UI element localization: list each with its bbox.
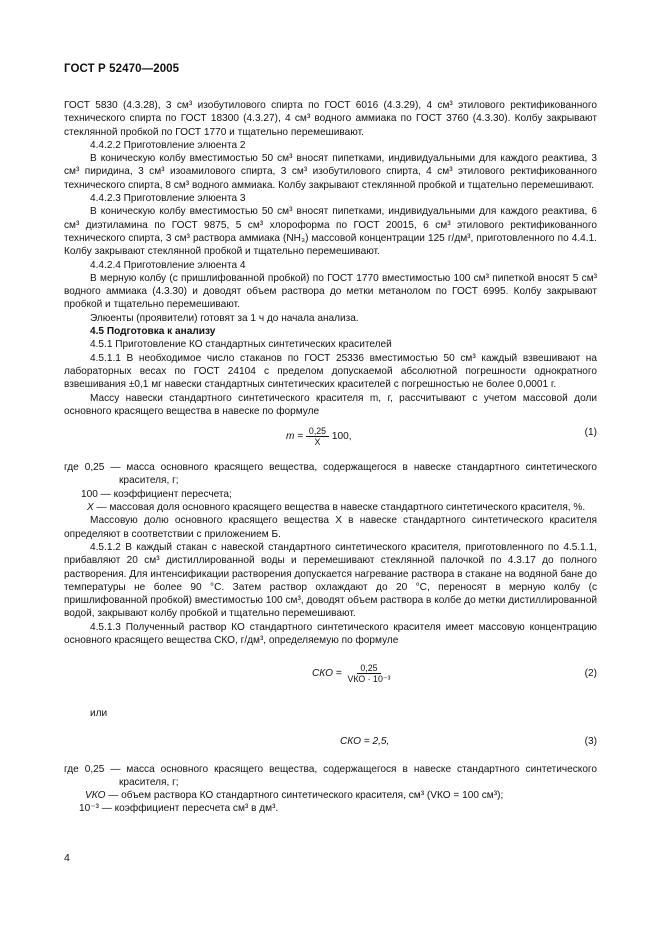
paragraph: В мерную колбу (с пришлифованной пробкой) по ГОСТ 1770 вместимостью 100 см³ пипеткой вносят 5 см³ водного аммиака (4.3.30) и доводят объем раствора до метки метанолом по ГОСТ 6995. Колбу закрывают пробкой и тщательно перемешивают. [64, 272, 597, 311]
formula-lhs: m = [286, 431, 304, 443]
paragraph: Массу навески стандартного синтетического красителя m, г, рассчитывают с учетом массовой доли основного красящего вещества в навеске по формуле [64, 392, 597, 417]
section-heading: 4.4.2.2 Приготовление элюента 2 [90, 139, 246, 151]
formula-expression: CКО = 2,5, [340, 735, 390, 747]
definition-item: где 0,25 — масса основного красящего вещества, содержащегося в навеске стандартного синтетического красителя, г; [64, 763, 597, 788]
page-number: 4 [64, 852, 70, 864]
definitions-1 [64, 461, 597, 514]
section-heading: 4.4.2.4 Приготовление элюента 4 [90, 259, 246, 271]
formula-2 [64, 657, 597, 693]
formula-number: (3) [584, 735, 597, 747]
paragraph: Элюенты (проявители) готовят за 1 ч до начала анализа. [90, 312, 359, 324]
paragraph: В коническую колбу вместимостью 50 см³ вносят пипетками, индивидуальными для каждого реактива, 3 см³ пиридина, 3 см³ изоамилового спирта, 3 см³ изобутилового спирта, 4 см³ этилового ректификованного технического спирта, 8 см³ водного аммиака. Колбу закрывают стеклянной пробкой и тщательно перемешивают. [64, 153, 597, 191]
formula-number: (2) [584, 668, 597, 680]
formula-3 [64, 731, 597, 757]
formula-fraction [345, 663, 394, 684]
formula-denominator: X [314, 437, 321, 448]
formula-denominator: VКО · 10⁻³ [347, 674, 391, 685]
formula-lhs: CКО = [312, 668, 342, 680]
paragraph: 4.5.1.1 В необходимое число стаканов по ГОСТ 25336 вместимостью 50 см³ каждый взвешивают на лабораторных весах по ГОСТ 24104 с пределом допускаемой абсолютной погрешности однократного взвешивания ±0,1 мг навески стандартных синтетических красителей с погрешностью не более 0,0001 г. [64, 352, 597, 391]
paragraph: 4.5.1.2 В каждый стакан с навеской стандартного синтетического красителя, приготовленного по 4.5.1.1, прибавляют 20 см³ дистиллированной воды и перемешивают стеклянной палочкой по 4.3.17 до полного растворения. Для интенсификации растворения допускается нагревание раствора в стакане на водяной бане до температуры не более 90 °С. Затем раствор охлаждают до 20 °С, переносят в мерную колбу (с пришлифованной пробкой) вместимостью 100 см³, доводят объем раствора в колбе до метки дистиллированной водой, закрывают колбу пробкой и тщательно перемешивают. [64, 541, 597, 620]
definitions-2 [64, 763, 597, 816]
paragraph: ГОСТ 5830 (4.3.28), 3 см³ изобутилового спирта по ГОСТ 6016 (4.3.29), 4 см³ этилового ректификованного технического спирта по ГОСТ 18300 (4.3.27), 4 см³ водного аммиака по ГОСТ 3760 (4.3.30). Колбу закрывают стеклянной пробкой по ГОСТ 1770 и тщательно перемешивают. [64, 100, 597, 138]
paragraph: 4.5.1.3 Полученный раствор КО стандартного синтетического красителя имеет массовую концентрацию основного красящего вещества CКО, г/дм³, определяемую по формуле [64, 621, 597, 646]
section-heading-bold: 4.5 Подготовка к анализу [90, 326, 216, 338]
document-body [64, 99, 597, 816]
paragraph: Массовую долю основного красящего вещества X в навеске стандартного синтетического красителя определяют в соответствии с приложением Б. [64, 515, 597, 540]
section-heading: 4.4.2.3 Приготовление элюента 3 [90, 193, 246, 205]
formula-number: (1) [584, 427, 597, 439]
formula-numerator: 0,25 [306, 426, 329, 437]
formula-1 [64, 420, 597, 450]
paragraph: В коническую колбу вместимостью 50 см³ вносят пипетками, индивидуальными для каждого реактива, 6 см³ диэтиламина по ГОСТ 9875, 5 см³ хлороформа по ГОСТ 20015, 6 см³ этилового ректификованного технического спирта, 3 см³ раствора аммиака (NH₃) массовой концентрации 125 г/дм³, приготовленного по 4.4.1. Колбу закрывают стеклянной пробкой и тщательно перемешивают. [64, 206, 597, 258]
definition-item: где 0,25 — масса основного красящего вещества, содержащегося в навеске стандартного синтетического красителя, г; [64, 462, 597, 487]
formula-factor: 100, [331, 431, 352, 443]
formula-numerator: 0,25 [357, 663, 380, 674]
definition-item: X — массовая доля основного красящего вещества в навеске стандартного синтетического красителя, %. [87, 502, 586, 514]
or-label: или [90, 708, 108, 720]
definition-item: VКО — объем раствора КО стандартного синтетического красителя, см³ (VКО = 100 см³); [85, 790, 504, 802]
definition-item: 100 — коэффициент пересчета; [81, 488, 232, 500]
formula-fraction [306, 426, 329, 447]
section-heading: 4.5.1 Приготовление КО стандартных синтетических красителей [90, 339, 392, 351]
document-header: ГОСТ Р 52470—2005 [64, 63, 180, 75]
definition-item: 10⁻³ — коэффициент пересчета см³ в дм³. [79, 803, 279, 815]
